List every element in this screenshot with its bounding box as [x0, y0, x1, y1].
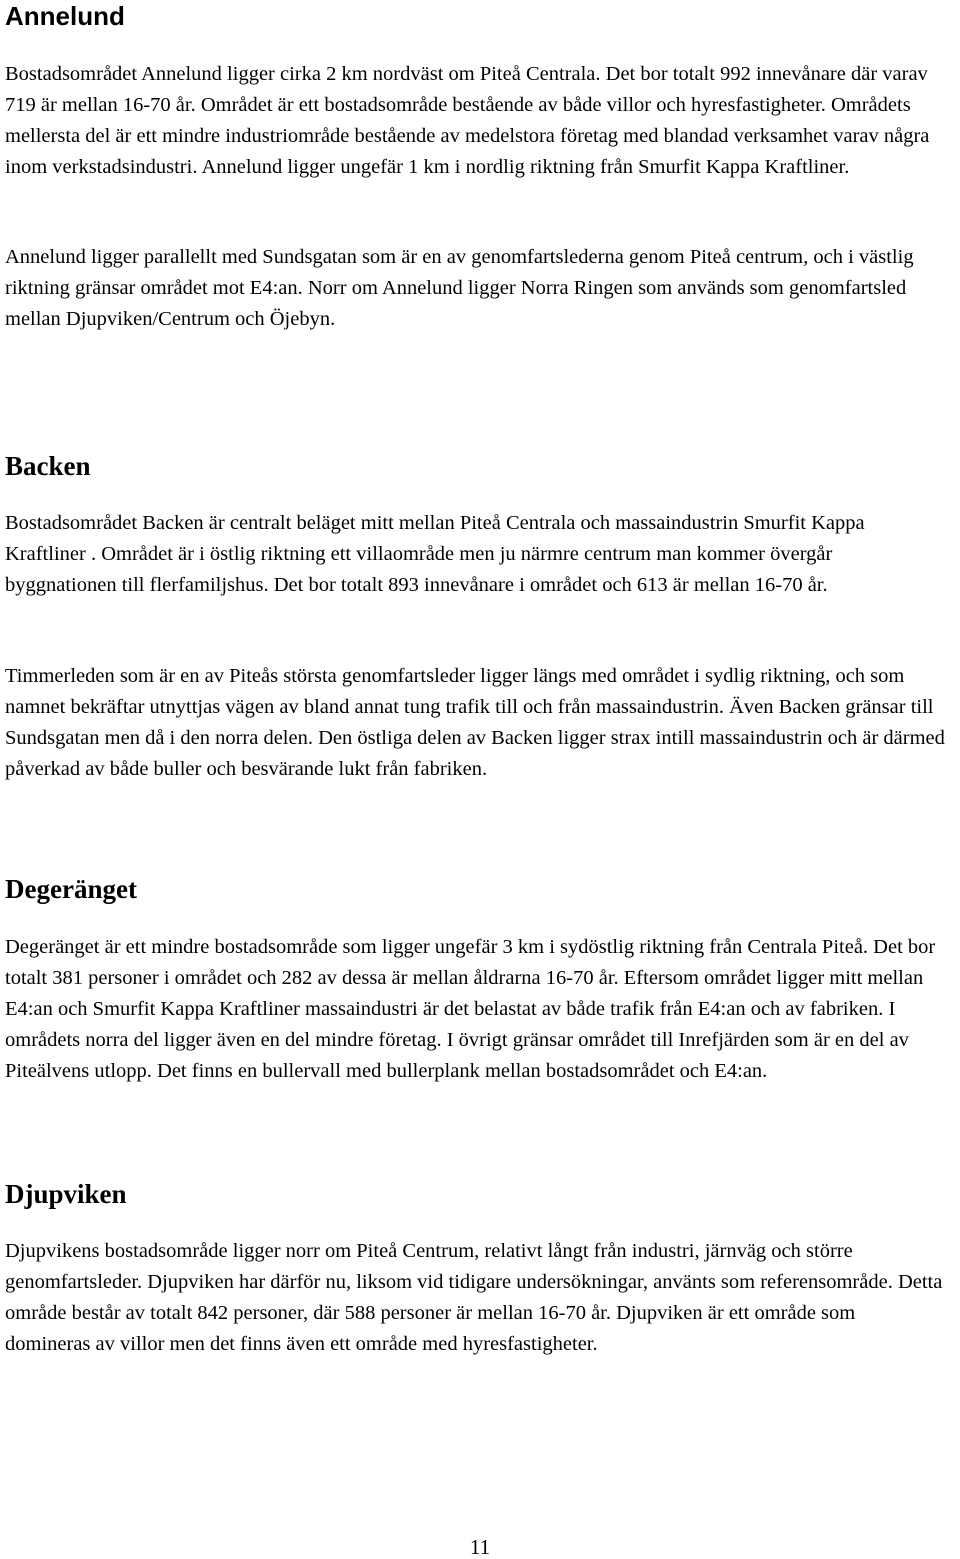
section-heading-djupviken: Djupviken: [5, 1179, 127, 1209]
section-heading-degeranget: Degeränget: [5, 874, 137, 904]
section-heading-annelund: Annelund: [5, 1, 125, 31]
paragraph-djupviken-1: Djupvikens bostadsområde ligger norr om Piteå Centrum, relativt långt från industri, järnväg och större genomfartsleder. Djupviken har därför nu, liksom vid tidigare undersökningar, använts som referensområde. Detta område består av totalt 842 personer, där 588 personer är mellan 16-70 år. Djupviken är ett område som domineras av villor men det finns även ett område med hyresfastigheter.: [5, 1240, 943, 1355]
page-number: 11: [469, 1535, 491, 1559]
paragraph-backen-1: Bostadsområdet Backen är centralt beläget mitt mellan Piteå Centrala och massaindustrin Smurfit Kappa Kraftliner . Området är i östlig riktning ett villaområde men ju närmre centrum man kommer övergår byggnationen till flerfamiljshus. Det bor totalt 893 innevånare i området och 613 är mellan 16-70 år.: [5, 512, 865, 596]
paragraph-backen-2: Timmerleden som är en av Piteås största genomfartsleder ligger längs med området i sydlig riktning, och som namnet bekräftar utnyttjas vägen av bland annat tung trafik till och från massaindustrin. Även Backen gränsar till Sundsgatan men då i den norra delen. Den östliga delen av Backen ligger strax intill massaindustrin och är därmed påverkad av både buller och besvärande lukt från fabriken.: [5, 665, 945, 780]
section-heading-backen: Backen: [5, 451, 91, 481]
paragraph-degeranget-1: Degeränget är ett mindre bostadsområde som ligger ungefär 3 km i sydöstlig riktning från Centrala Piteå. Det bor totalt 381 personer i området och 282 av dessa är mellan åldrarna 16-70 år. Eftersom området ligger mitt mellan E4:an och Smurfit Kappa Kraftliner massaindustri är det belastat av både trafik från E4:an och av fabriken. I områdets norra del ligger även en del mindre företag. I övrigt gränsar området till Inrefjärden som är en del av Piteälvens utlopp. Det finns en bullervall med bullerplank mellan bostadsområdet och E4:an.: [5, 936, 936, 1082]
paragraph-annelund-2: Annelund ligger parallellt med Sundsgatan som är en av genomfartslederna genom Piteå centrum, och i västlig riktning gränsar området mot E4:an. Norr om Annelund ligger Norra Ringen som används som genomfartsled mellan Djupviken/Centrum och Öjebyn.: [5, 246, 914, 330]
paragraph-annelund-1: Bostadsområdet Annelund ligger cirka 2 km nordväst om Piteå Centrala. Det bor totalt 992 innevånare där varav 719 är mellan 16-70 år. Området är ett bostadsområde bestående av både villor och hyresfastigheter. Områdets mellersta del är ett mindre industriområde bestående av medelstora företag med blandad verksamhet varav några inom verkstadsindustri. Annelund ligger ungefär 1 km i nordlig riktning från Smurfit Kappa Kraftliner.: [5, 63, 930, 178]
